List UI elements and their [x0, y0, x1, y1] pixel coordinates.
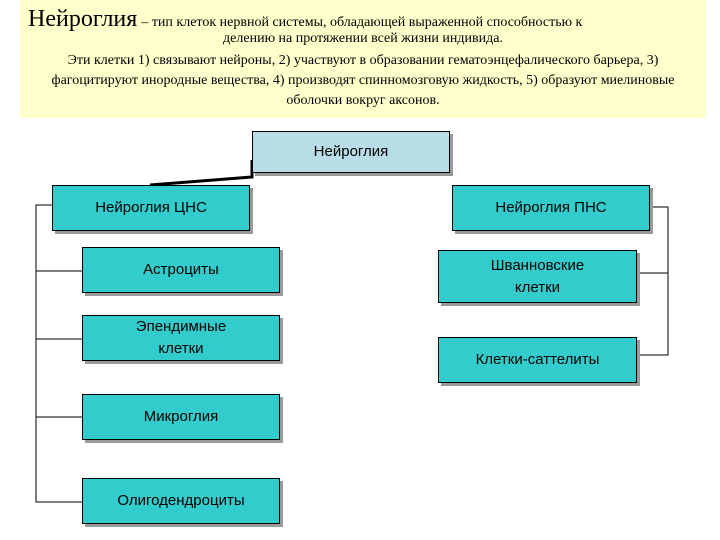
node-ependymal-label: Эпендимные клетки — [135, 318, 227, 357]
node-cns-neuroglia — [52, 185, 250, 231]
node-schwann-label: Шванновские клетки — [490, 256, 585, 296]
node-microglia-label: Микроглия — [143, 408, 219, 425]
node-satellite-label: Клетки-саттелиты — [475, 351, 600, 368]
node-neuroglia-root-label: Нейроглия — [313, 143, 389, 160]
connector-root-to-cns — [150, 160, 252, 185]
node-oligodendrocytes — [82, 478, 280, 524]
node-oligodendrocytes-label: Олигодендроциты — [117, 492, 245, 509]
node-satellite-cells — [438, 337, 637, 383]
header-title: Нейроглия — [28, 6, 138, 32]
header-definition: – тип клеток нервной системы, обладающей выраженной способностью к — [141, 15, 583, 30]
node-ependymal-cells — [82, 315, 280, 361]
header-functions: Эти клетки 1) связывают нейроны, 2) участвуют в образовании гематоэнцефалического барьера, 3) фагоцитируют инородные вещества, 4) производят спинномозговую жидкость, 5) образуют миелиновые оболочки вокруг аксонов. — [51, 53, 675, 108]
connector-cns-to-children — [36, 205, 82, 502]
node-neuroglia-root — [252, 131, 450, 173]
node-astrocytes-label: Астроциты — [143, 261, 219, 278]
node-pns-label: Нейроглия ПНС — [495, 199, 607, 216]
node-astrocytes — [82, 247, 280, 293]
node-schwann-cells — [438, 250, 637, 303]
header-definition-line2: делению на протяжении всей жизни индивида. — [223, 31, 503, 46]
node-cns-label: Нейроглия ЦНС — [95, 199, 207, 216]
node-pns-neuroglia — [452, 185, 650, 231]
node-microglia — [82, 394, 280, 440]
